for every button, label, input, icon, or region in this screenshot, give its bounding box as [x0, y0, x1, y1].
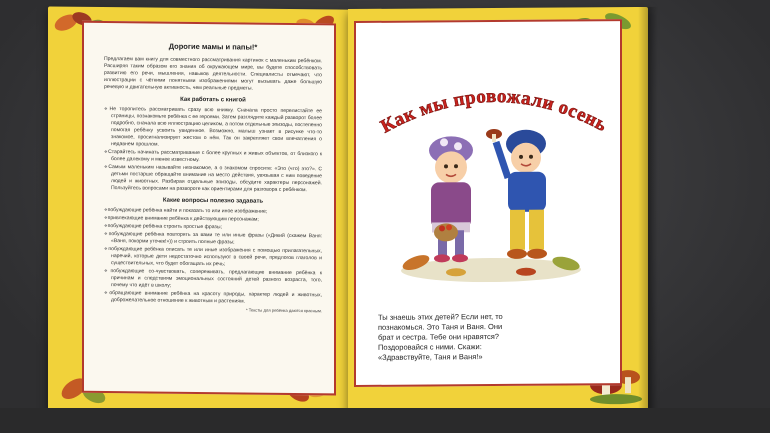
open-book — [48, 8, 648, 420]
section2-item: ❖ привлекающие внимание ребёнка к действующим персонажам; — [104, 214, 322, 224]
section2-item: ❖ побуждающие ребёнка строить простые фразы; — [104, 222, 322, 232]
story-line: брат и сестра. Тебе они нравятся? — [378, 331, 499, 342]
left-text-panel — [82, 21, 336, 396]
footnote: * Тексты для ребёнка даются красным. — [245, 307, 322, 314]
section1-item: ❖ Не торопитесь рассматривать сразу всю книжку. Сначала просто перелистайте ее страницы, познакомьте ребёнка с ее героями. Затем разглядите каждый разворот более подробно, сначала всю иллюстрацию целиком, а потом отдельные эпизоды, постепенно помогая ребёнку усвоить увиденное. Возможно, малыш узнает в рисунке что-то знакомое, просигнализирует жестом о нём. Так он закрепляет свои впечатления о недавнем прошлом. — [104, 105, 322, 150]
section2-item: ❖ побуждающие ребёнка найти и показать то или иное изображение; — [104, 206, 322, 216]
section-how-to-work-title: Как работать с книгой — [180, 96, 246, 104]
book-spine — [638, 7, 658, 415]
section2-item: ❖ обращающие внимание ребёнка на красоту природы, характер людей и животных, доброжелательное отношение к животным и растениям. — [104, 289, 322, 306]
kids-illustration — [396, 111, 586, 282]
page-title: Как мы провожали осень — [377, 85, 611, 138]
left-page — [48, 6, 348, 417]
section1-item: ❖ Самым маленьким называйте незнакомое, а о знакомом спросите: «Это (что) это?». С детьми постарше обращайте внимание на место действия, увязывая с ним поведение людей и животных. Разбирая отдельные эпизоды, обсудите характеры персонажей. Пользуйтесь вопросами на развороте как ориентирами для разговора с ребёнком. — [104, 163, 322, 194]
story-text — [378, 312, 558, 363]
section-questions-title: Какие вопросы полезно задавать — [162, 197, 264, 205]
left-page-title: Дорогие мамы и папы!* — [168, 41, 258, 52]
intro-paragraph: Предлагаем вам книгу для совместного рассматривания картинок с маленьким ребёнком. Расширяя таким образом его знания об окружающем мире, вы будете способствовать развитию его речи, мышления, навыков деятельности. Специалисты отмечают, что иллюстрации с чёткими понятными изображениями могут вызывать даже большую речевую и двигательную активность, чем реальные предметы. — [104, 56, 322, 92]
table-edge — [0, 408, 770, 433]
right-page — [348, 7, 648, 417]
section1-item: ❖ Старайтесь начинать рассматривание с более крупных и живых объектов, от близкого к более далекому и менее известному. — [104, 148, 322, 165]
section2-item: ❖ побуждающие ребёнка повторять за вами те или иные фразы («Дикий (скажем Ваня: «Ваня, покорми уточек!»)) и строить полные фразы; — [104, 230, 322, 247]
right-picture-panel — [354, 19, 622, 387]
story-line: Ты знаешь этих детей? Если нет, то — [378, 311, 503, 322]
story-line: Поздоровайся с ними. Скажи: — [378, 342, 482, 352]
section2-item: ❖ побуждающие со-чувствовать, сопереживать, предлагающие внимание ребёнка к причинам и следствиям эмоциональных состояний детей разного возраста, того, почему что идёт в школу; — [104, 267, 322, 291]
story-line: познакомься. Это Таня и Ваня. Они — [378, 321, 503, 332]
section2-item: ❖ побуждающие ребёнка описать те или иные изображения с помощью прилагательных, наречий, которые дети недостаточно используют в своей речи, предлогов глаголов и существительных, что будет обогащать их речь; — [104, 245, 322, 269]
story-line: «Здравствуйте, Таня и Ваня!» — [378, 352, 483, 362]
